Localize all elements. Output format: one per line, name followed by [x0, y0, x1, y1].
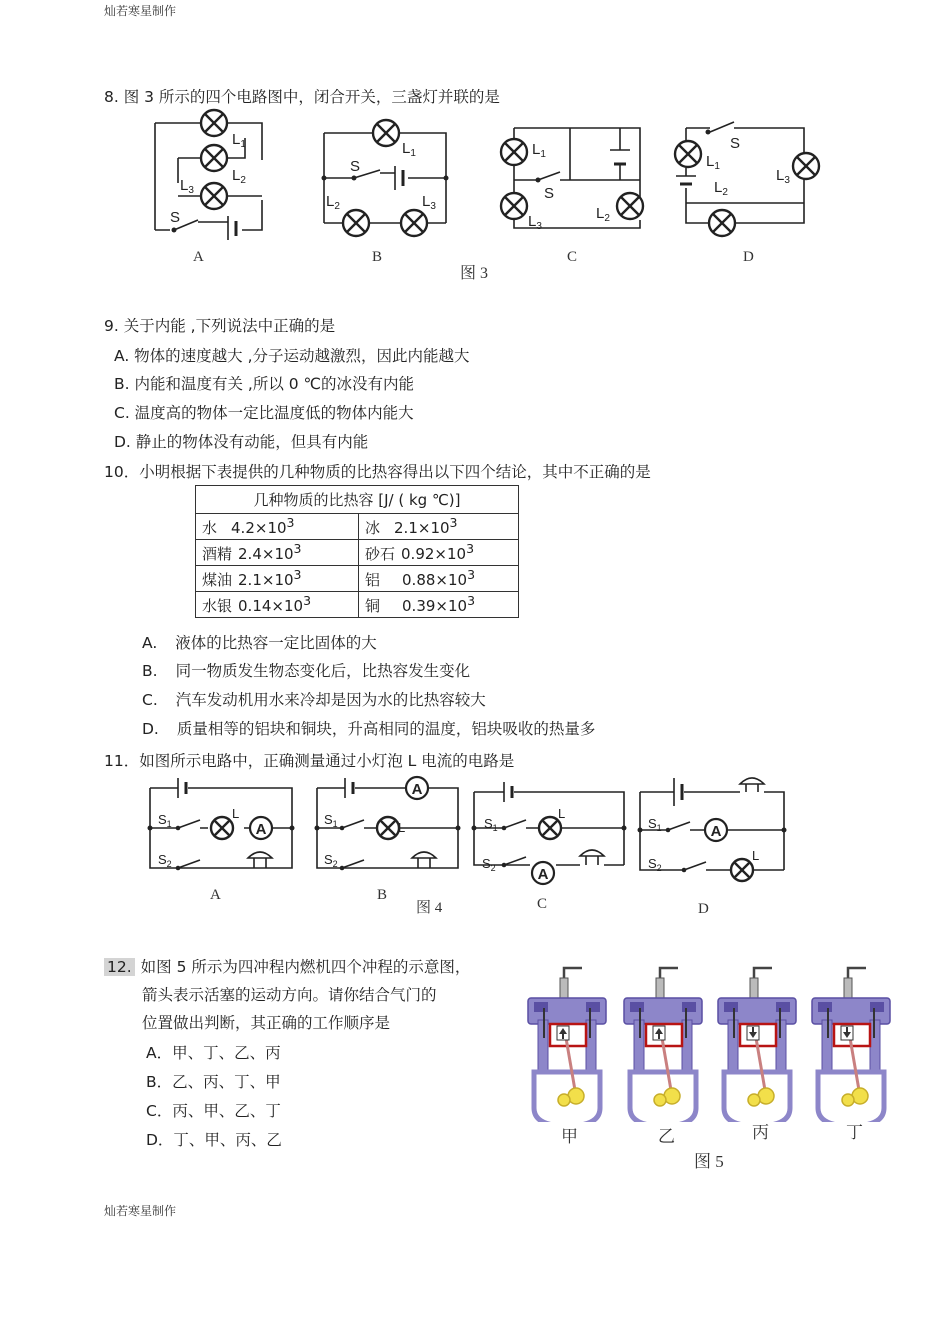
figure-5-engines [520, 962, 900, 1122]
header-maker: 灿若寒星制作 [104, 4, 177, 18]
q10-option-a: A. 液体的比热容一定比固体的大 [142, 634, 377, 652]
label-l3: $L_3$ [180, 177, 194, 196]
stroke-label-ding: 丁 [846, 1123, 863, 1142]
q9-text: 9. 关于内能 ,下列说法中正确的是 [104, 317, 336, 335]
q10-text: 10．小明根据下表提供的几种物质的比热容得出以下四个结论，其中不正确的是 [104, 463, 651, 481]
table-cell-name: 酒精 [202, 545, 233, 563]
label-c-s: S [544, 185, 555, 202]
figure-3 [140, 108, 840, 288]
label-4c-l: L [558, 806, 566, 821]
label-s: S [170, 209, 181, 226]
q11-option-d: D [698, 901, 709, 917]
label-4d-s1: $S_1$ [648, 816, 662, 833]
footer-maker: 灿若寒星制作 [104, 1204, 177, 1218]
q12-line-1 [104, 957, 470, 977]
q9-option-c: C. 温度高的物体一定比温度低的物体内能大 [114, 404, 414, 422]
q11-option-a: A [210, 887, 221, 903]
circuit-3a [155, 110, 262, 240]
q9-option-a: A. 物体的速度越大 ,分子运动越激烈，因此内能越大 [114, 347, 470, 365]
table-cell-value: 0.92×10 [401, 545, 467, 563]
table-cell-name: 煤油 [202, 571, 233, 589]
ammeter-b: A [411, 781, 423, 798]
circuit-3b [322, 120, 449, 236]
figure-3-caption: 图 3 [460, 265, 489, 282]
ammeter-d: A [710, 823, 722, 840]
label-4c-s2: $S_2$ [482, 856, 496, 873]
q8-option-c: C [567, 249, 578, 265]
q11-text: 11．如图所示电路中，正确测量通过小灯泡 L 电流的电路是 [104, 752, 515, 770]
ammeter-a: A [255, 821, 267, 838]
stroke-label-yi: 乙 [658, 1127, 675, 1146]
q12-number: 12. [104, 958, 135, 976]
table-cell-value: 4.2×10 [231, 519, 287, 537]
q12-option-a: A．甲、丁、乙、丙 [146, 1044, 281, 1062]
stroke-label-jia: 甲 [561, 1127, 578, 1146]
q12-line-2: 箭头表示活塞的运动方向。请你结合气门的 [142, 986, 437, 1004]
label-4b-l: L [398, 820, 406, 835]
table-cell-exp: 3 [449, 515, 458, 530]
circuit-3c [501, 128, 643, 232]
q12-option-c: C．丙、甲、乙、丁 [146, 1102, 281, 1120]
label-l1: $L_1$ [232, 131, 246, 150]
table-cell-value: 0.14×10 [238, 597, 304, 615]
q8-option-a: A [193, 249, 204, 265]
circuit-3d [675, 122, 819, 236]
q8-option-d: D [743, 249, 754, 265]
figure-5-caption: 图 5 [694, 1152, 724, 1171]
label-4a-l: L [232, 806, 240, 821]
label-4d-s2: $S_2$ [648, 856, 662, 873]
label-c-l3: $L_3$ [528, 213, 542, 232]
engine-bing [718, 968, 796, 1122]
table-cell-name: 水银 [202, 597, 233, 615]
table-row [196, 514, 519, 540]
table-cell-name: 铝 [365, 571, 381, 589]
q11-option-b: B [377, 887, 388, 903]
table-cell-exp: 3 [303, 593, 312, 608]
table-row [196, 592, 519, 618]
label-d-l2: $L_2$ [714, 179, 728, 198]
q12-option-d: D．丁、甲、丙、乙 [146, 1131, 282, 1149]
table-cell-name: 砂石 [365, 545, 396, 563]
q12-text-1: 如图 5 所示为四冲程内燃机四个冲程的示意图， [140, 958, 471, 976]
label-4a-s2: $S_2$ [158, 852, 172, 869]
label-c-l2: $L_2$ [596, 205, 610, 224]
table-cell-value: 2.4×10 [238, 545, 294, 563]
q9-option-b: B. 内能和温度有关 ,所以 0 ℃的冰没有内能 [114, 375, 414, 393]
engine-jia [528, 968, 606, 1122]
label-4d-l: L [752, 848, 760, 863]
q11-option-c: C [537, 896, 548, 912]
engine-ding [812, 968, 890, 1122]
label-b-l1: $L_1$ [402, 140, 416, 159]
label-b-s: S [350, 158, 361, 175]
table-cell-exp: 3 [467, 593, 476, 608]
table-cell-exp: 3 [286, 515, 295, 530]
q12-option-b: B．乙、丙、丁、甲 [146, 1073, 281, 1091]
stroke-label-bing: 丙 [752, 1123, 769, 1142]
label-4b-s1: $S_1$ [324, 812, 338, 829]
table-cell-value: 2.1×10 [238, 571, 294, 589]
circuit-4d [638, 778, 787, 881]
label-4a-s1: $S_1$ [158, 812, 172, 829]
table-cell-value: 0.39×10 [402, 597, 468, 615]
q9-option-d: D. 静止的物体没有动能，但具有内能 [114, 433, 369, 451]
table-row [196, 566, 519, 592]
table-row [196, 540, 519, 566]
label-d-s: S [730, 135, 741, 152]
label-d-l1: $L_1$ [706, 153, 720, 172]
circuit-4a [148, 778, 295, 870]
table-cell-name: 铜 [365, 597, 381, 615]
engine-yi [624, 968, 702, 1122]
q10-option-b: B. 同一物质发生物态变化后，比热容发生变化 [142, 662, 471, 680]
specific-heat-table [195, 485, 519, 618]
circuit-4b [315, 777, 461, 870]
q8-option-b: B [372, 249, 383, 265]
label-4b-s2: $S_2$ [324, 852, 338, 869]
table-cell-value: 0.88×10 [402, 571, 468, 589]
ammeter-c: A [537, 866, 549, 883]
table-cell-name: 水 [202, 519, 218, 537]
table-cell-value: 2.1×10 [394, 519, 450, 537]
table-cell-name: 冰 [365, 519, 381, 537]
q10-option-c: C. 汽车发动机用水来冷却是因为水的比热容较大 [142, 691, 486, 709]
table-title: 几种物质的比热容 [J/ ( kg ℃)] [196, 486, 519, 514]
table-cell-exp: 3 [467, 567, 476, 582]
label-b-l3: $L_3$ [422, 193, 436, 212]
label-4c-s1: $S_1$ [484, 816, 498, 833]
q8-text: 8. 图 3 所示的四个电路图中，闭合开关，三盏灯并联的是 [104, 88, 500, 106]
figure-4-caption: 图 4 [416, 900, 443, 916]
label-b-l2: $L_2$ [326, 193, 340, 212]
table-cell-exp: 3 [466, 541, 475, 556]
label-l2: $L_2$ [232, 167, 246, 186]
label-d-l3: $L_3$ [776, 167, 790, 186]
q10-option-d: D. 质量相等的铝块和铜块，升高相同的温度，铝块吸收的热量多 [142, 720, 596, 738]
label-c-l1: $L_1$ [532, 141, 546, 160]
figure-4 [140, 770, 800, 890]
table-cell-exp: 3 [293, 567, 302, 582]
q12-line-3: 位置做出判断，其正确的工作顺序是 [142, 1014, 391, 1032]
circuit-4c [472, 782, 627, 884]
table-cell-exp: 3 [293, 541, 302, 556]
